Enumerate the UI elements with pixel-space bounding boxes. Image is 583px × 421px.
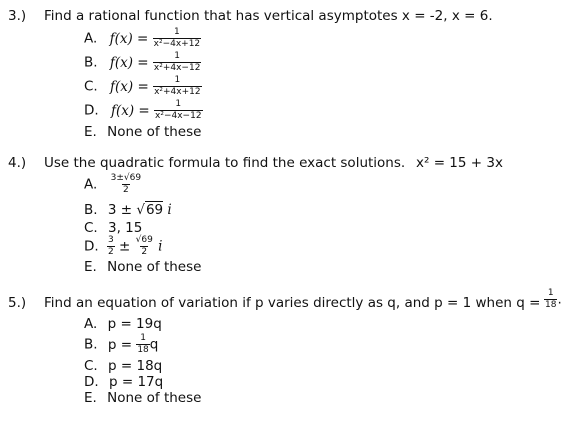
q3-option-b (84, 52, 201, 73)
option-text: 3, 15 (108, 220, 143, 236)
q5-option-c (84, 358, 162, 374)
option-lhs: f(x) = (109, 54, 149, 71)
q5-option-e (84, 390, 201, 406)
fraction-numerator: 1 (174, 27, 180, 37)
option-letter: A. (84, 316, 98, 332)
option-letter: A. (84, 30, 98, 47)
option-letter: B. (84, 336, 98, 353)
option-lhs: f(x) = (110, 78, 149, 95)
option-prefix: 3 ± (107, 202, 137, 218)
q4-text: Use the quadratic formula to find the exact solutions. (44, 155, 406, 171)
radicand: 69 (145, 202, 164, 218)
q3-option-a (84, 28, 201, 49)
option-letter: C. (84, 78, 98, 95)
option-text: None of these (107, 124, 202, 140)
option-letter: E. (84, 124, 97, 140)
option-text: p = 18q (108, 358, 163, 374)
option-text: p = 17q (108, 374, 164, 390)
q5-option-a (84, 316, 162, 332)
fraction-numerator: 1 (547, 288, 554, 298)
fraction-denominator: 2 (122, 185, 129, 195)
fraction-numerator: 1 (174, 51, 181, 61)
q3-option-d (84, 100, 203, 121)
option-letter: D. (84, 374, 99, 390)
fraction-denominator: 2 (141, 247, 148, 257)
q5-text: Find an equation of variation if p varies directly as q, and p = 1 when q = (44, 295, 541, 311)
option-letter: E. (84, 259, 97, 275)
option-text: None of these (107, 259, 202, 275)
option-letter: C. (84, 358, 98, 374)
option-letter: D. (84, 102, 99, 119)
q4-equation: x² = 15 + 3x (416, 155, 503, 171)
fraction-denominator: 18 (137, 345, 149, 355)
option-suffix: q (149, 336, 159, 353)
q3-option-c (84, 76, 202, 97)
q4-option-c (84, 220, 142, 236)
q3-option-e (84, 124, 201, 140)
q4-option-d (84, 236, 162, 257)
option-lhs: f(x) = (109, 30, 149, 47)
imaginary-unit: i (163, 202, 172, 218)
option-letter: D. (84, 238, 99, 255)
q5-q-value (544, 289, 562, 310)
fraction-numerator: 1 (174, 75, 181, 85)
fraction-denominator: x²+4x−12 (153, 63, 201, 73)
option-text: None of these (107, 390, 202, 406)
option-letter: B. (84, 202, 98, 218)
q4-option-e (84, 259, 201, 275)
option-prefix: p = (107, 336, 137, 353)
option-letter: A. (84, 176, 98, 193)
fraction-numerator: 1 (175, 99, 182, 109)
plus-minus: ± (119, 238, 131, 255)
q3-text: Find a rational function that has vertical asymptotes x = -2, x = 6. (44, 8, 493, 24)
radical-sign: √ (136, 202, 145, 218)
q5-option-b (84, 334, 158, 355)
fraction-numerator: 3±√69 (110, 173, 142, 183)
fraction-denominator: 2 (107, 247, 114, 257)
fraction-numerator: 3 (107, 235, 114, 245)
q4-number: 4.) (8, 155, 27, 171)
fraction-numerator: 1 (140, 333, 146, 343)
option-letter: E. (84, 390, 97, 406)
option-text: p = 19q (107, 316, 162, 332)
q4-option-b (84, 202, 172, 218)
q5-option-d (84, 374, 163, 390)
option-lhs: f(x) = (110, 102, 150, 119)
option-letter: C. (84, 220, 98, 236)
fraction-denominator: x²−4x−12 (155, 111, 202, 121)
q5-number: 5.) (8, 295, 27, 311)
fraction-numerator: √69 (135, 235, 153, 245)
imaginary-unit: i (158, 238, 163, 255)
q5-period: . (557, 291, 562, 308)
fraction-denominator: x²+4x+12 (154, 87, 201, 97)
option-letter: B. (84, 54, 98, 71)
fraction-denominator: 18 (545, 300, 557, 310)
q3-number: 3.) (8, 8, 27, 24)
q4-option-a (84, 174, 142, 195)
fraction-denominator: x²−4x+12 (153, 39, 201, 49)
